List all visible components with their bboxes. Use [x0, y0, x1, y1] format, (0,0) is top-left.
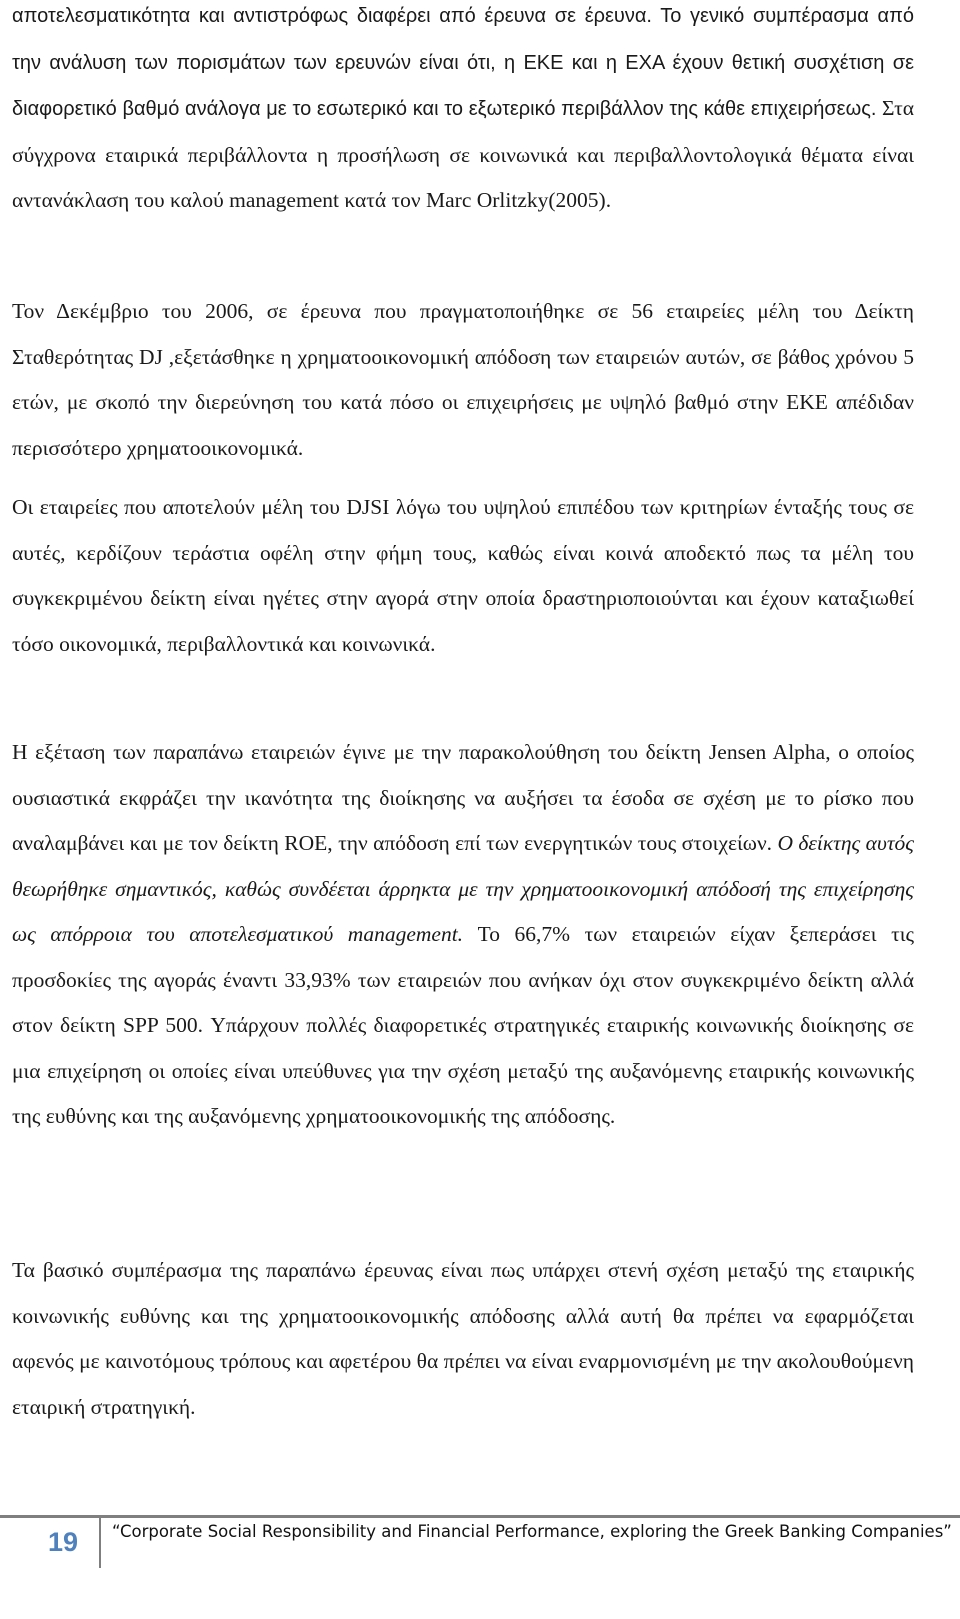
footer-rule — [0, 1515, 960, 1518]
paragraph-2: Τον Δεκέμβριο του 2006, σε έρευνα που πραγματοποιήθηκε σε 56 εταιρείες μέλη του Δείκτη Σταθερότητας DJ ,εξετάσθηκε η χρηματοοικονομική απόδοση των εταιρειών αυτών, σε βάθος χρόνου 5 ετών, με σκοπό την διερεύνηση του κατά πόσο οι επιχειρήσεις με υψηλό βαθμό στην ΕΚΕ απέδιδαν περισσότερο χρηματοοικονομικά. — [12, 299, 914, 460]
footer-divider — [99, 1518, 101, 1568]
paragraph-4-text-after: Το 66,7% των εταιρειών είχαν ξεπεράσει τις προσδοκίες της αγοράς έναντι 33,93% των εταιρειών που ανήκαν όχι στον συγκεκριμένο δείκτη αλλά στον δείκτη SPP 500. Υπάρχουν πολλές διαφορετικές στρατηγικές εταιρικής κοινωνικής διοίκησης σε μια επιχείρηση οι οποίες είναι υπεύθυνες για την σχέση μεταξύ της αυξανόμενης εταιρικής κοινωνικής της ευθύνης και της αυξανόμενης χρηματοοικονομικής της απόδοσης. — [12, 922, 915, 1128]
paragraph-4-text-before: Η εξέταση των παραπάνω εταιρειών έγινε με την παρακολούθηση του δείκτη Jensen Alpha, ο οποίος ουσιαστικά εκφράζει την ικανότητα της διοίκησης να αυξήσει τα έσοδα σε σχέση με το ρίσκο που αναλαμβάνει και με τον δείκτη ROE, την απόδοση επί των ενεργητικών τους στοιχείων. — [12, 740, 914, 855]
paragraph-5: Τα βασικό συμπέρασμα της παραπάνω έρευνας είναι πως υπάρχει στενή σχέση μεταξύ της εταιρικής κοινωνικής ευθύνης και της χρηματοοικονομικής απόδοσης αλλά αυτή θα πρέπει να εφαρμόζεται αφενός με καινοτόμους τρόπους και αφετέρου θα πρέπει να είναι εναρμονισμένη με την ακολουθούμενη εταιρική στρατηγική. — [12, 1258, 914, 1419]
paragraph-1-serif-text: Στα σύγχρονα εταιρικά περιβάλλοντα η προσήλωση σε κοινωνικά και περιβαλλοντολογικά θέματα είναι αντανάκλαση του καλού management κατά τον Marc Orlitzky(2005). — [12, 96, 915, 212]
paragraph-4 — [12, 730, 914, 1140]
paragraph-4-italic-text: Ο δείκτης αυτός θεωρήθηκε σημαντικός, καθώς συνδέεται άρρηκτα με την χρηματοοικονομική απόδοσή της επιχείρησης ως απόρροια του αποτελεσματικού management. — [12, 831, 914, 946]
paragraph-3: Οι εταιρείες που αποτελούν μέλη του DJSI λόγω του υψηλού επιπέδου των κριτηρίων ένταξής τους σε αυτές, κερδίζουν τεράστια οφέλη στην φήμη τους, καθώς είναι κοινά αποδεκτό πως τα μέλη του συγκεκριμένου δείκτη είναι ηγέτες στην αγορά στην οποία δραστηριοποιούνται και έχουν καταξιωθεί τόσο οικονομικά, περιβαλλοντικά και κοινωνικά. — [12, 495, 914, 656]
paragraph-1-sans-text: αποτελεσματικότητα και αντιστρόφως διαφέρει από έρευνα σε έρευνα. Το γενικό συμπέρασμα από την ανάλυση των πορισμάτων των ερευνών είναι ότι, η ΕΚΕ και η ΕΧΑ έχουν θετική συσχέτιση σε διαφορετικό βαθμό ανάλογα με το εσωτερικό και το εξωτερικό περιβάλλον της κάθε επιχειρήσεως. — [12, 5, 914, 120]
paragraph-1 — [12, 0, 914, 224]
footer-title: “Corporate Social Responsibility and Financial Performance, exploring the Greek Banking Companies” — [112, 1522, 952, 1541]
page-number: 19 — [48, 1527, 79, 1557]
